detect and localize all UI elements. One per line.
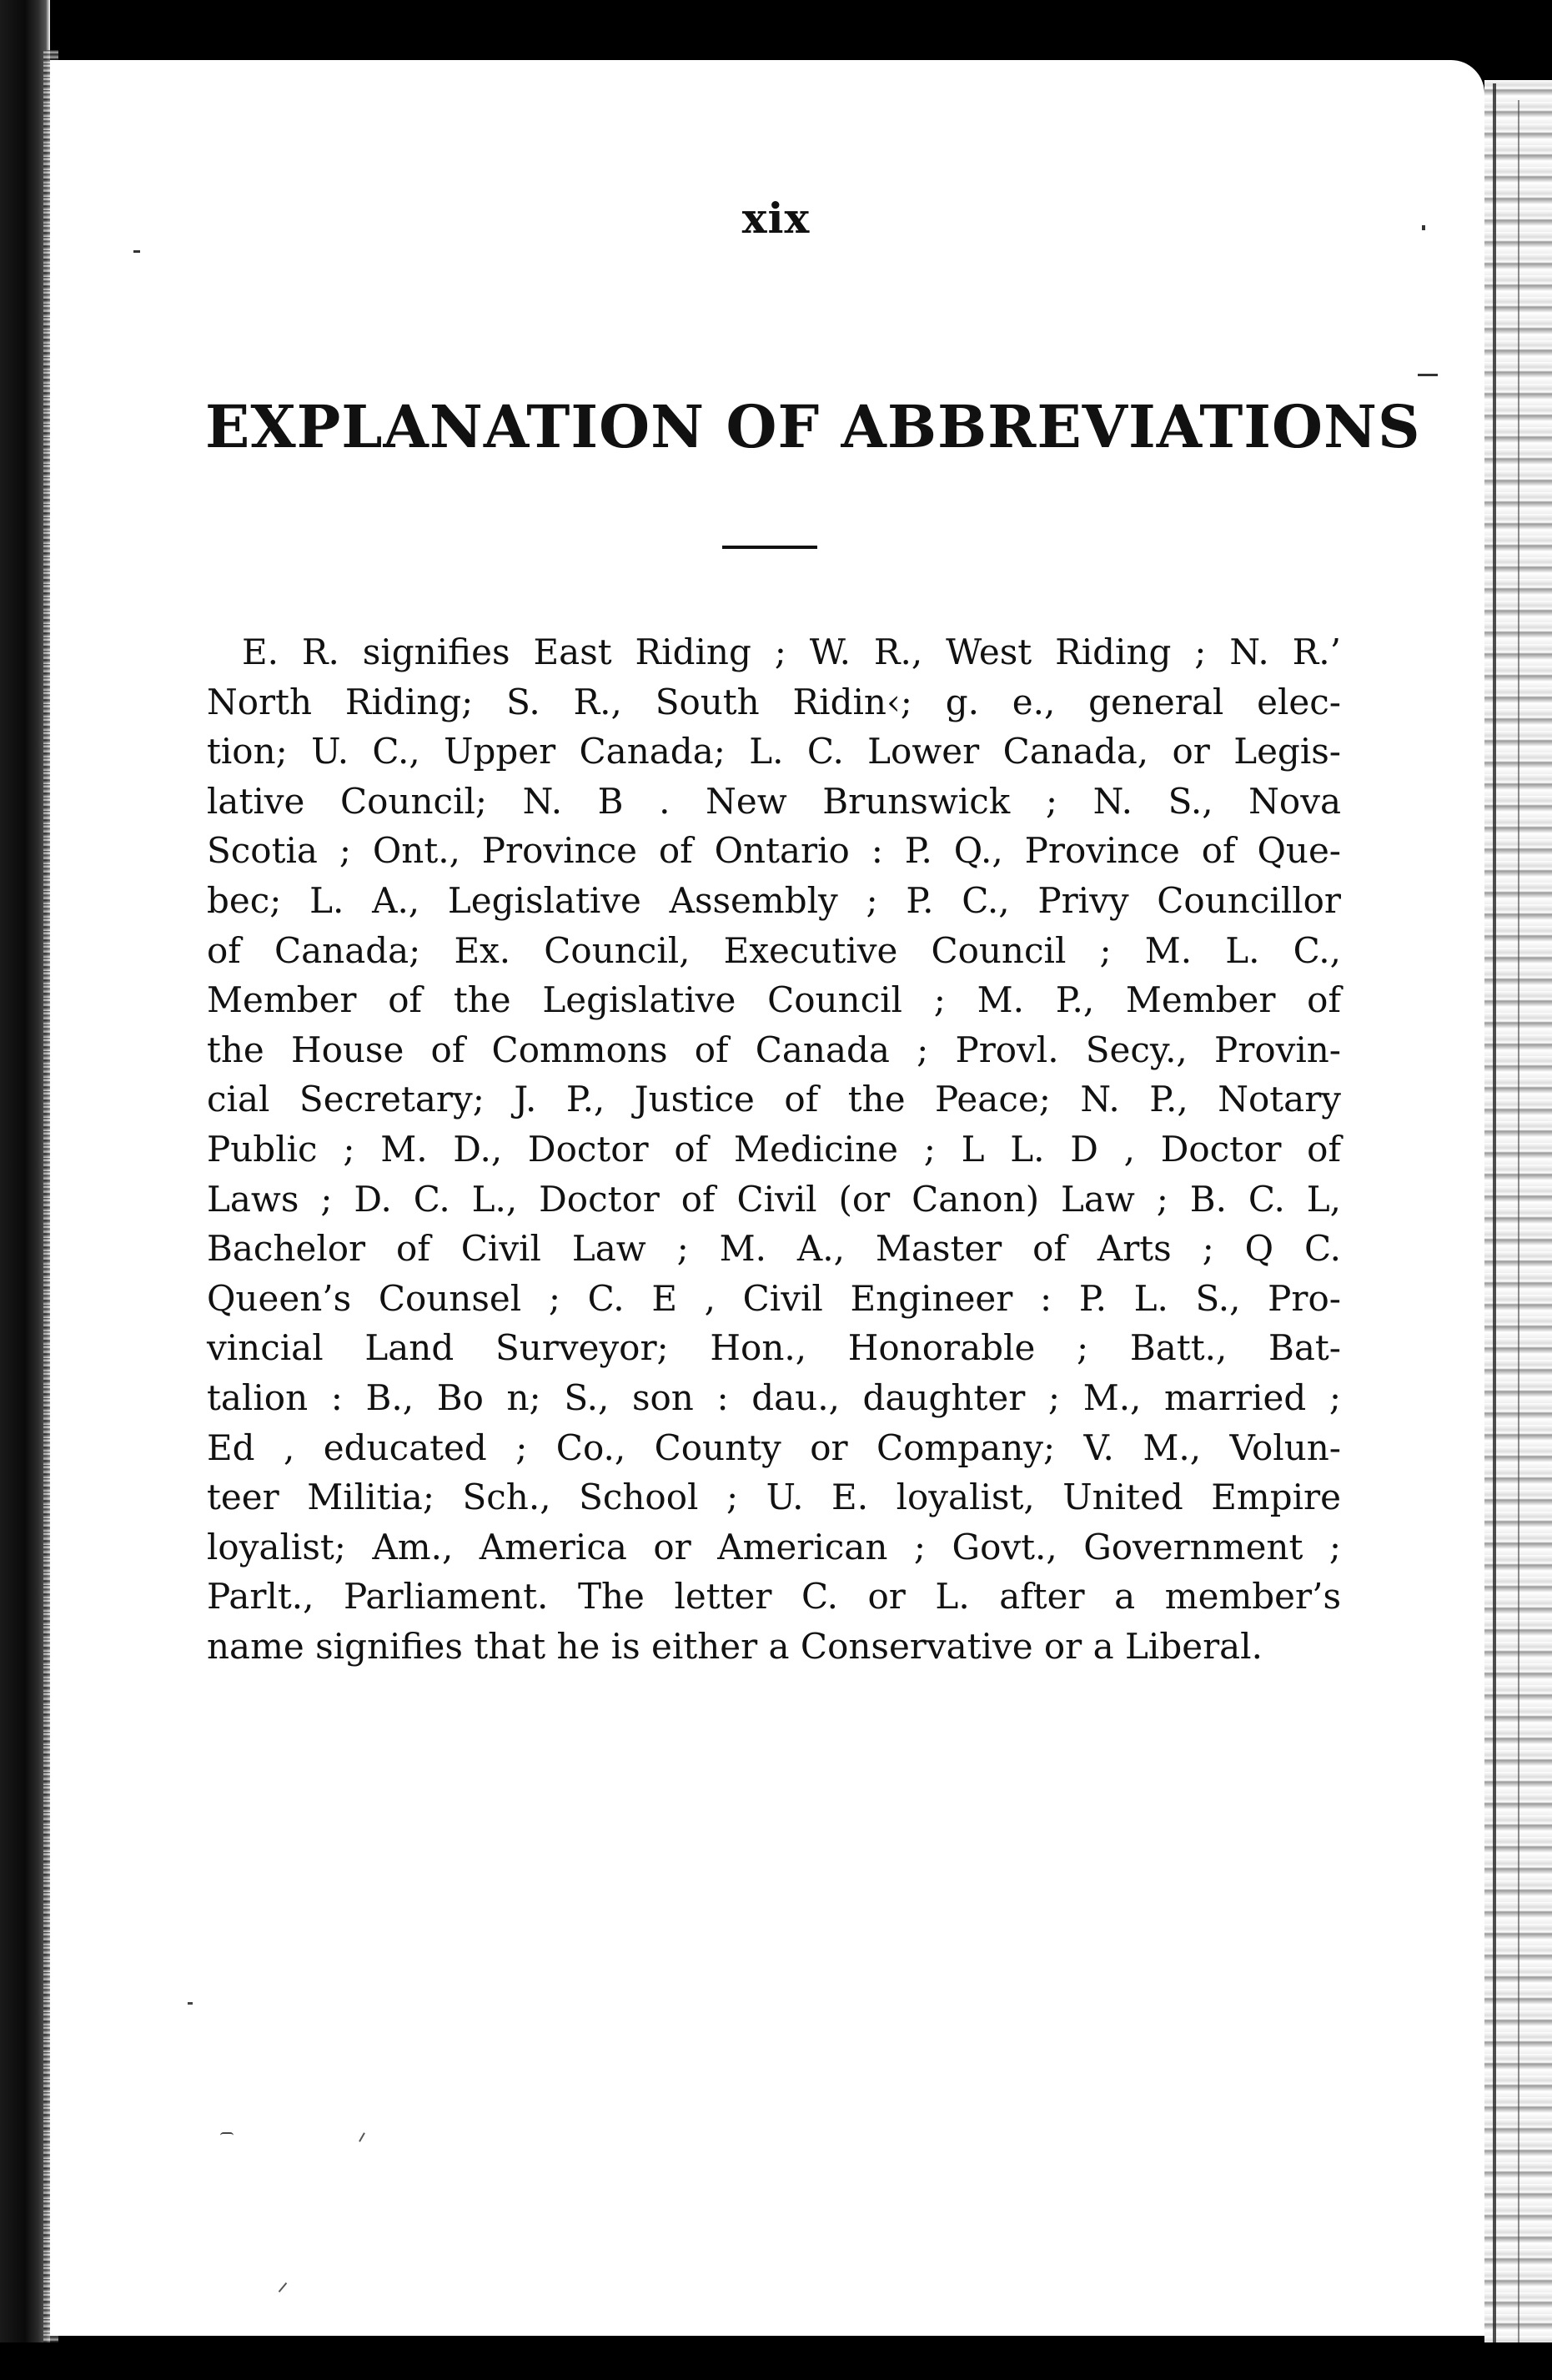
page-title: EXPLANATION OF ABBREVIATIONS [205, 392, 1421, 461]
text-line: bec; L. A., Legislative Assembly ; P. C., Privy Councillor [207, 879, 1341, 921]
text-line: E. R. signifies East Riding ; W. R., West Riding ; N. R.’ [242, 631, 1341, 672]
text-line: name signifies that he is either a Conservative or a Liberal. [207, 1625, 1263, 1667]
text-line: loyalist; Am., America or American ; Govt., Government ; [207, 1526, 1341, 1567]
text-line: Public ; M. D., Doctor of Medicine ; L L. D , Doctor of [207, 1128, 1341, 1170]
scan-speck [133, 250, 140, 253]
scan-speck [188, 2002, 193, 2005]
text-line: talion : B., Bo n; S., son : dau., daughter ; M., married ; [207, 1376, 1341, 1418]
text-line: lative Council; N. B . New Brunswick ; N. S., Nova [207, 780, 1341, 822]
page-number: xix [741, 194, 811, 243]
text-line: Parlt., Parliament. The letter C. or L. after a member’s [207, 1576, 1341, 1618]
text-line: of Canada; Ex. Council, Executive Council ; M. L. C., [207, 929, 1341, 971]
text-line: Laws ; D. C. L., Doctor of Civil (or Canon) Law ; B. C. L, [207, 1178, 1341, 1220]
text-line: tion; U. C., Upper Canada; L. C. Lower Canada, or Legis- [207, 731, 1341, 772]
abbreviations-paragraph [207, 627, 1341, 1671]
book-binding-edge [0, 0, 50, 2380]
title-rule [722, 546, 817, 549]
page-stack-line-inner [1518, 100, 1519, 2352]
page-stack-line [1493, 83, 1496, 2352]
text-line: Member of the Legislative Council ; M. P., Member of [207, 979, 1341, 1021]
text-line: cial Secretary; J. P., Justice of the Peace; N. P., Notary [207, 1079, 1341, 1120]
scan-speck [1422, 225, 1425, 230]
scan-top-border [0, 0, 1552, 60]
text-line: Scotia ; Ont., Province of Ontario : P. Q., Province of Que- [207, 830, 1341, 872]
text-line: North Riding; S. R., South Ridin‹; g. e., general elec- [207, 681, 1341, 722]
text-line: Queen’s Counsel ; C. E , Civil Engineer : P. L. S., Pro- [207, 1277, 1341, 1319]
text-line: Ed , educated ; Co., County or Company; V. M., Volun- [207, 1426, 1341, 1468]
text-line: vincial Land Surveyor; Hon., Honorable ; Batt., Bat- [207, 1327, 1341, 1369]
scan-speck [1418, 374, 1438, 376]
text-line: the House of Commons of Canada ; Provl. Secy., Provin- [207, 1029, 1341, 1070]
text-line: teer Militia; Sch., School ; U. E. loyalist, United Empire [207, 1477, 1341, 1518]
scan-speck [220, 2132, 234, 2142]
scan-bottom-border [0, 2342, 1552, 2380]
text-line: Bachelor of Civil Law ; M. A., Master of Arts ; Q C. [207, 1228, 1341, 1270]
